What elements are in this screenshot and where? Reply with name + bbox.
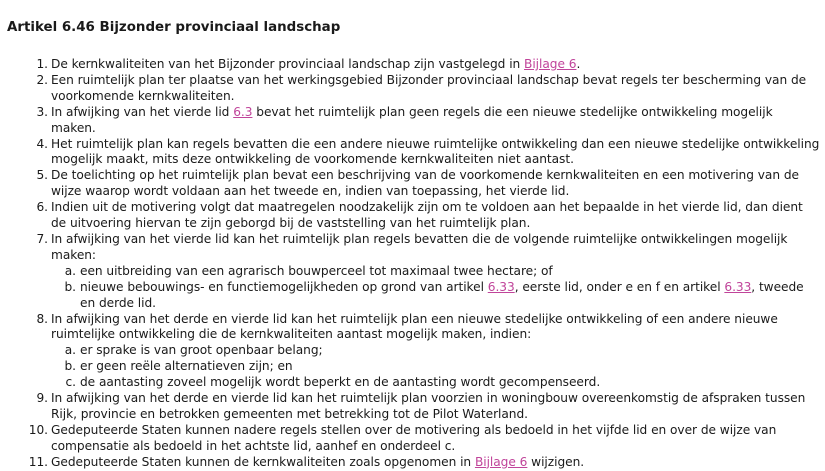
sub-item-c [65,375,821,391]
item-number: 3. [36,104,48,119]
list-item-4 [36,136,825,169]
article-title: Artikel 6.46 Bijzonder provinciaal landschap [7,20,341,35]
link-bijlage-6[interactable]: Bijlage 6 [524,57,577,71]
sub-item-text: er sprake is van groot openbaar belang; [80,343,323,358]
item-text: Gedeputeerde Staten kunnen nadere regels stellen over de motivering als bedoeld in het vijfde lid en over de wijze van compensatie als bedoeld in het achtste lid, aanhef en onderdeel c. [51,422,777,453]
list-item-7 [36,231,825,312]
item-text: Het ruimtelijk plan kan regels bevatten die een andere nieuwe ruimtelijke ontwikkeling dan een nieuwe stedelijke ontwikkeling mogelijk maakt, mits deze ontwikkeling de voorkomende kernkwaliteiten niet aantast. [51,136,820,167]
sub-item-text: er geen reële alternatieven zijn; en [80,359,293,374]
item-number: 10. [28,422,48,437]
list-item-3 [36,104,825,137]
sub-list [51,264,821,312]
item-text: In afwijking van het vierde lid [51,104,234,119]
sub-item-a [64,343,821,359]
link-article-6-3[interactable]: 6.3 [233,104,253,119]
item-text: Indien uit de motivering volgt dat maatregelen noodzakelijk zijn om te voldoen aan het bepaalde in het vierde lid, dan dient de uitvoering hiervan te zijn geborgd bij de vaststelling van het ruimtelijk plan. [51,200,803,231]
item-text: Gedeputeerde Staten kunnen de kernkwaliteiten zoals opgenomen in [51,454,475,469]
sub-item-text: nieuwe bebouwings- en functiemogelijkheden op grond van artikel [80,279,488,294]
sub-item-b [64,279,821,312]
item-text: In afwijking van het vierde lid kan het ruimtelijk plan regels bevatten die de volgende ruimtelijke ontwikkelingen mogelijk maken: [51,231,788,262]
item-number: 4. [36,136,48,151]
item-text: De toelichting op het ruimtelijk plan bevat een beschrijving van de voorkomende kernkwaliteiten en een motivering van de wijze waarop wordt voldaan aan het tweede en, indien van toepassing, het vierde lid. [51,168,799,199]
link-bijlage-6[interactable]: Bijlage 6 [474,454,528,469]
item-text: . [576,57,581,71]
list-item-6 [36,200,825,232]
list-item-10 [28,422,825,455]
item-number: 6. [36,200,48,215]
sub-list [51,343,821,391]
list-item-2 [36,72,825,105]
item-number: 8. [36,311,48,326]
item-number: 9. [36,391,48,406]
sub-item-a [64,263,821,280]
sub-item-text: , tweede en derde lid. [80,279,804,310]
item-number: 5. [36,168,48,183]
list-item-11 [28,454,825,471]
item-number: 7. [36,231,48,246]
item-number: 2. [36,72,48,87]
link-article-6-33[interactable]: 6.33 [487,279,515,294]
sub-item-text: een uitbreiding van een agrarisch bouwperceel tot maximaal twee hectare; of [80,263,553,278]
item-text: wijzigen. [527,454,585,469]
sub-item-letter: b. [64,279,76,294]
item-text: In afwijking van het derde en vierde lid kan het ruimtelijk plan een nieuwe stedelijke ontwikkeling of een andere nieuwe ruimtelijke ontwikkeling die de kernkwaliteiten aantast mogelijk maken, indien: [51,311,778,342]
list-item-1 [36,57,825,73]
item-text: In afwijking van het derde en vierde lid kan het ruimtelijk plan voorzien in woningbouw overeenkomstig de afspraken tussen Rijk, provincie en betrokken gemeenten met betrekking tot de Pilot Waterland. [51,391,806,421]
list-item-8 [36,311,825,392]
sub-item-letter: b. [64,359,76,374]
sub-item-text: , eerste lid, onder e en f en artikel [514,279,725,294]
sub-item-letter: a. [64,263,76,278]
sub-item-letter: a. [64,343,76,358]
item-number: 1. [36,57,48,71]
link-article-6-33-second[interactable]: 6.33 [724,279,752,294]
list-item-5 [36,168,825,200]
item-text: De kernkwaliteiten van het Bijzonder provinciaal landschap zijn vastgelegd in [51,57,525,71]
article-items-list [0,57,825,471]
sub-item-b [64,359,821,375]
item-number: 11. [28,454,48,469]
sub-item-text: de aantasting zoveel mogelijk wordt beperkt en de aantasting wordt gecompenseerd. [80,375,601,390]
sub-item-letter: c. [65,375,76,390]
item-text: bevat het ruimtelijk plan geen regels die een nieuwe stedelijke ontwikkeling mogelijk maken. [51,104,773,135]
list-item-9 [36,391,825,423]
item-text: Een ruimtelijk plan ter plaatse van het werkingsgebied Bijzonder provinciaal landschap bevat regels ter bescherming van de voorkomende kernkwaliteiten. [51,72,807,103]
